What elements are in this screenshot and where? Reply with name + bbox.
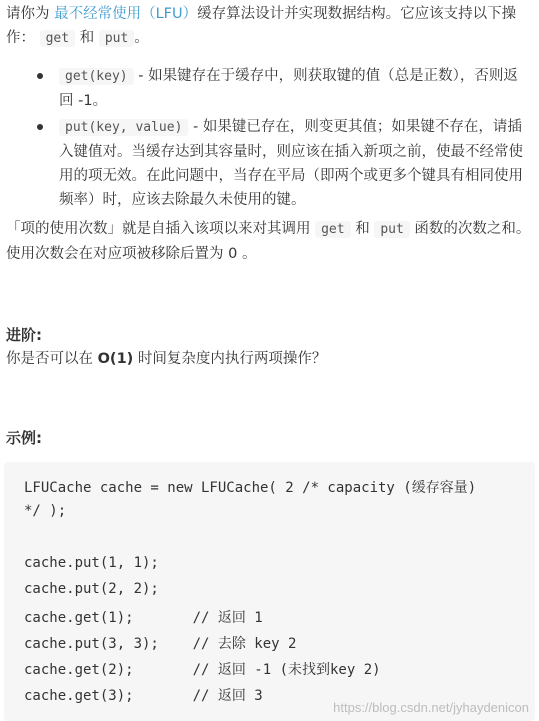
get-description: - 如果键存在于缓存中，则获取键的值（总是正数），否则返回 -1。 <box>59 68 518 109</box>
inline-code-put: put <box>99 30 134 47</box>
advance-text-1: 你是否可以在 <box>6 351 98 367</box>
inline-code-put-usage: put <box>374 221 409 238</box>
lfu-link[interactable]: 最不经常使用（LFU） <box>54 6 198 22</box>
code-line: cache.get(3); // 返回 3 <box>24 688 263 704</box>
code-line: cache.get(2); // 返回 -1 (未找到key 2) <box>24 662 381 678</box>
advance-heading: 进阶: <box>6 326 42 344</box>
list-item-get <box>0 64 529 113</box>
code-line: cache.put(2, 2); <box>24 581 159 597</box>
code-line: cache.get(1); // 返回 1 <box>24 610 263 626</box>
example-heading: 示例: <box>6 429 42 447</box>
operation-list <box>0 64 539 212</box>
advance-text <box>6 347 326 368</box>
code-line: LFUCache cache = new LFUCache( 2 /* capacity (缓存容量) <box>24 480 477 496</box>
intro-and: 和 <box>79 30 95 46</box>
intro-text-2: 缓存算法设计并实现数据结构。它应该支持以下操作： <box>6 6 517 46</box>
complexity-bold: O(1) <box>97 351 134 367</box>
inline-code-get-usage: get <box>315 221 350 238</box>
advance-text-2: 时间复杂度内执行两项操作？ <box>133 351 327 367</box>
code-line: */ ); <box>24 503 67 519</box>
intro-end: 。 <box>134 30 149 46</box>
usage-text-2: 函数的次数之和。使用次数会在对应项被移除后置为 0 。 <box>6 221 531 262</box>
put-description: - 如果键已存在，则变更其值；如果键不存在，请插入键值对。当缓存达到其容量时，则应该在插入新项之前，使最不经常使用的项无效。在此问题中，当存在平局（即两个或更多个键具有相同使用频率）时，应该去除最久未使用的键。 <box>59 119 523 208</box>
example-code-block <box>4 462 535 721</box>
intro-text-1: 请你为 <box>6 6 55 22</box>
inline-code-get-key: get(key) <box>59 68 134 85</box>
bullet-icon <box>37 124 43 130</box>
usage-text-1: 「项的使用次数」就是自插入该项以来对其调用 <box>6 221 316 237</box>
usage-and: 和 <box>355 221 370 237</box>
code-line: cache.put(3, 3); // 去除 key 2 <box>24 636 297 652</box>
bullet-icon <box>37 73 43 79</box>
inline-code-put-key-value: put(key, value) <box>59 119 188 136</box>
usage-paragraph <box>6 217 534 266</box>
inline-code-get: get <box>40 30 75 47</box>
list-item-put <box>0 115 529 212</box>
watermark: https://blog.csdn.net/jyhaydenicon <box>333 700 529 715</box>
code-line: cache.put(1, 1); <box>24 555 159 571</box>
intro-paragraph <box>6 2 534 51</box>
